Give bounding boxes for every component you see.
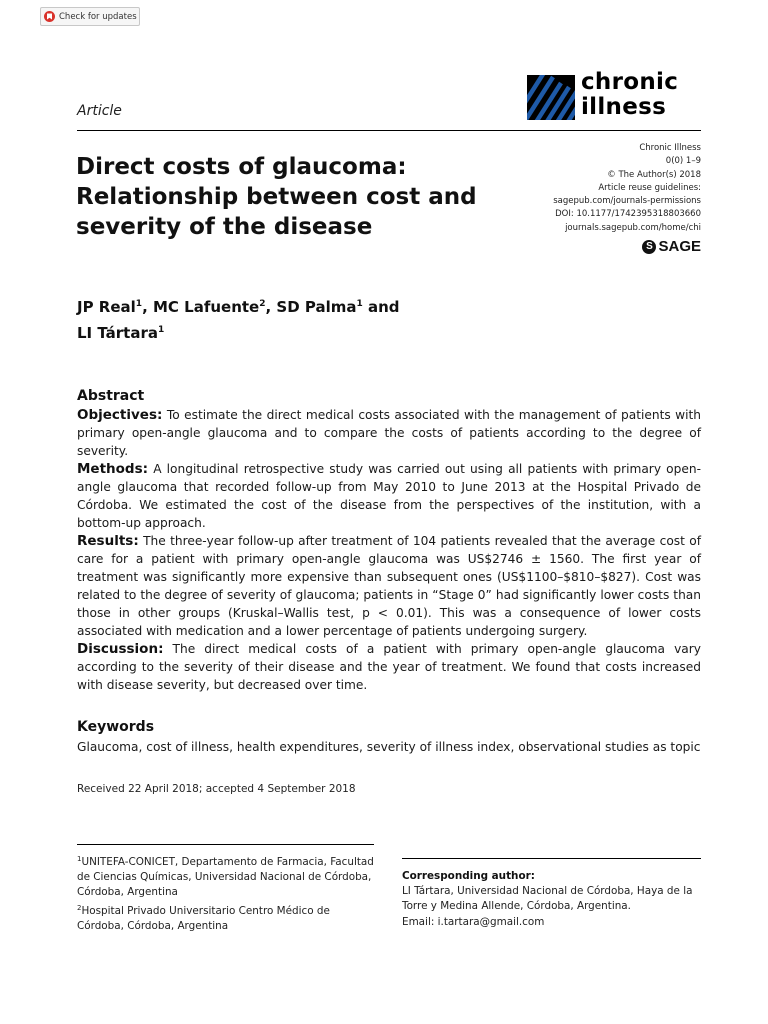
author-name[interactable]: SD Palma: [276, 298, 357, 316]
logo-line-2: illness: [581, 94, 667, 120]
sage-logo: [642, 238, 701, 255]
logo-line-1: chronic: [581, 69, 679, 95]
author-line-2: [77, 319, 400, 345]
section-text: The three-year follow-up after treatment of 104 patients revealed that the average cost of care for a patient with primary open-angle glaucoma was US$2746 ± 1560. The first year of treatment was significantly more expensive than subsequent ones (US$1100–$810–$827). Cost was related to the degree of severity of glaucoma; patients in “Stage 0” had significantly lower costs than those in other groups (Kruskal–Wallis test, p < 0.01). This was a consequence of lower costs associated with medication and a lower percentage of patients undergoing surgery.: [77, 534, 701, 638]
corresponding-heading: Corresponding author:: [402, 870, 535, 882]
received-dates: Received 22 April 2018; accepted 4 September 2018: [77, 783, 356, 795]
affiliation-item: [77, 852, 377, 901]
affiliations: [77, 852, 377, 934]
sage-s-icon: S: [642, 240, 656, 254]
journal-issue: 0(0) 1–9: [665, 156, 701, 167]
doi[interactable]: DOI: 10.1177/1742395318803660: [555, 209, 701, 220]
journal-meta: [553, 142, 701, 235]
section-label: Methods:: [77, 461, 149, 477]
author-name[interactable]: JP Real: [77, 298, 136, 316]
author-line-1: [77, 293, 400, 319]
abstract-objectives: [77, 406, 701, 460]
footnote-divider: [77, 844, 374, 845]
affiliation-item: [77, 901, 377, 934]
section-label: Results:: [77, 533, 139, 549]
affiliation-text: Hospital Privado Universitario Centro Médico de Córdoba, Córdoba, Argentina: [77, 904, 330, 932]
header-divider: [77, 130, 701, 131]
author-separator: and: [362, 298, 400, 316]
journal-home-link[interactable]: journals.sagepub.com/home/chi: [565, 222, 701, 233]
abstract-heading: Abstract: [77, 388, 145, 404]
author-affiliation-sup: 2: [259, 299, 266, 309]
article-type-label: Article: [77, 103, 122, 119]
section-text: The direct medical costs of a patient with primary open-angle glaucoma vary according to the severity of their disease and the year of treatment. We found that costs increased with disease severity, but decreased over time.: [77, 642, 701, 692]
keywords-heading: Keywords: [77, 719, 155, 735]
section-label: Objectives:: [77, 407, 163, 423]
affiliation-sup: 1: [77, 855, 82, 863]
author-name[interactable]: LI Tártara: [77, 324, 158, 342]
journal-name: Chronic Illness: [639, 143, 701, 153]
affiliation-text: UNITEFA-CONICET, Departamento de Farmacia, Facultad de Ciencias Químicas, Universidad Nacional de Córdoba, Córdoba, Argentina: [77, 856, 374, 899]
check-for-updates-label: Check for updates: [59, 11, 137, 22]
author-affiliation-sup: 1: [356, 299, 363, 309]
author-list: [77, 293, 400, 345]
section-text: A longitudinal retrospective study was carried out using all patients with primary open-angle glaucoma that recorded follow-up from May 2010 to June 2013 at the Hospital Privado de Córdoba. We estimated the cost of the disease from the perspectives of the institution, with a bottom-up approach.: [77, 462, 701, 530]
sage-wordmark: SAGE: [658, 238, 701, 255]
journal-logo-text: [581, 70, 678, 120]
author-affiliation-sup: 1: [158, 325, 165, 335]
corresponding-text: LI Tártara, Universidad Nacional de Córdoba, Haya de la Torre y Medina Allende, Córdoba, Argentina.: [402, 885, 693, 913]
section-label: Discussion:: [77, 641, 164, 657]
reuse-guidelines: Article reuse guidelines:: [598, 182, 701, 193]
corresponding-author: [402, 869, 702, 930]
title-line: severity of the disease: [76, 214, 373, 240]
author-affiliation-sup: 1: [135, 299, 143, 309]
title-line: Relationship between cost and: [76, 184, 477, 210]
abstract-results: [77, 532, 701, 640]
corresponding-email[interactable]: Email: i.tartara@gmail.com: [402, 915, 545, 928]
keywords: [77, 716, 701, 756]
corresponding-divider: [402, 858, 701, 859]
chronic-illness-logo-icon: [527, 75, 575, 120]
section-text: To estimate the direct medical costs associated with the management of patients with primary open-angle glaucoma and to compare the costs of patients according to the degree of severity.: [77, 408, 701, 458]
check-for-updates-button[interactable]: [40, 7, 140, 26]
permissions-link[interactable]: sagepub.com/journals-permissions: [553, 196, 701, 207]
title-line: Direct costs of glaucoma:: [76, 154, 407, 180]
abstract: [77, 386, 701, 694]
author-separator: ,: [265, 298, 277, 316]
author-separator: ,: [142, 298, 153, 316]
update-bookmark-icon: [44, 11, 55, 22]
abstract-discussion: [77, 640, 701, 694]
copyright: © The Author(s) 2018: [607, 169, 701, 180]
abstract-methods: [77, 460, 701, 532]
affiliation-sup: 2: [77, 903, 82, 912]
keywords-text: Glaucoma, cost of illness, health expenditures, severity of illness index, observational studies as topic: [77, 740, 701, 754]
article-title: [76, 152, 496, 242]
author-name[interactable]: MC Lafuente: [152, 298, 260, 316]
